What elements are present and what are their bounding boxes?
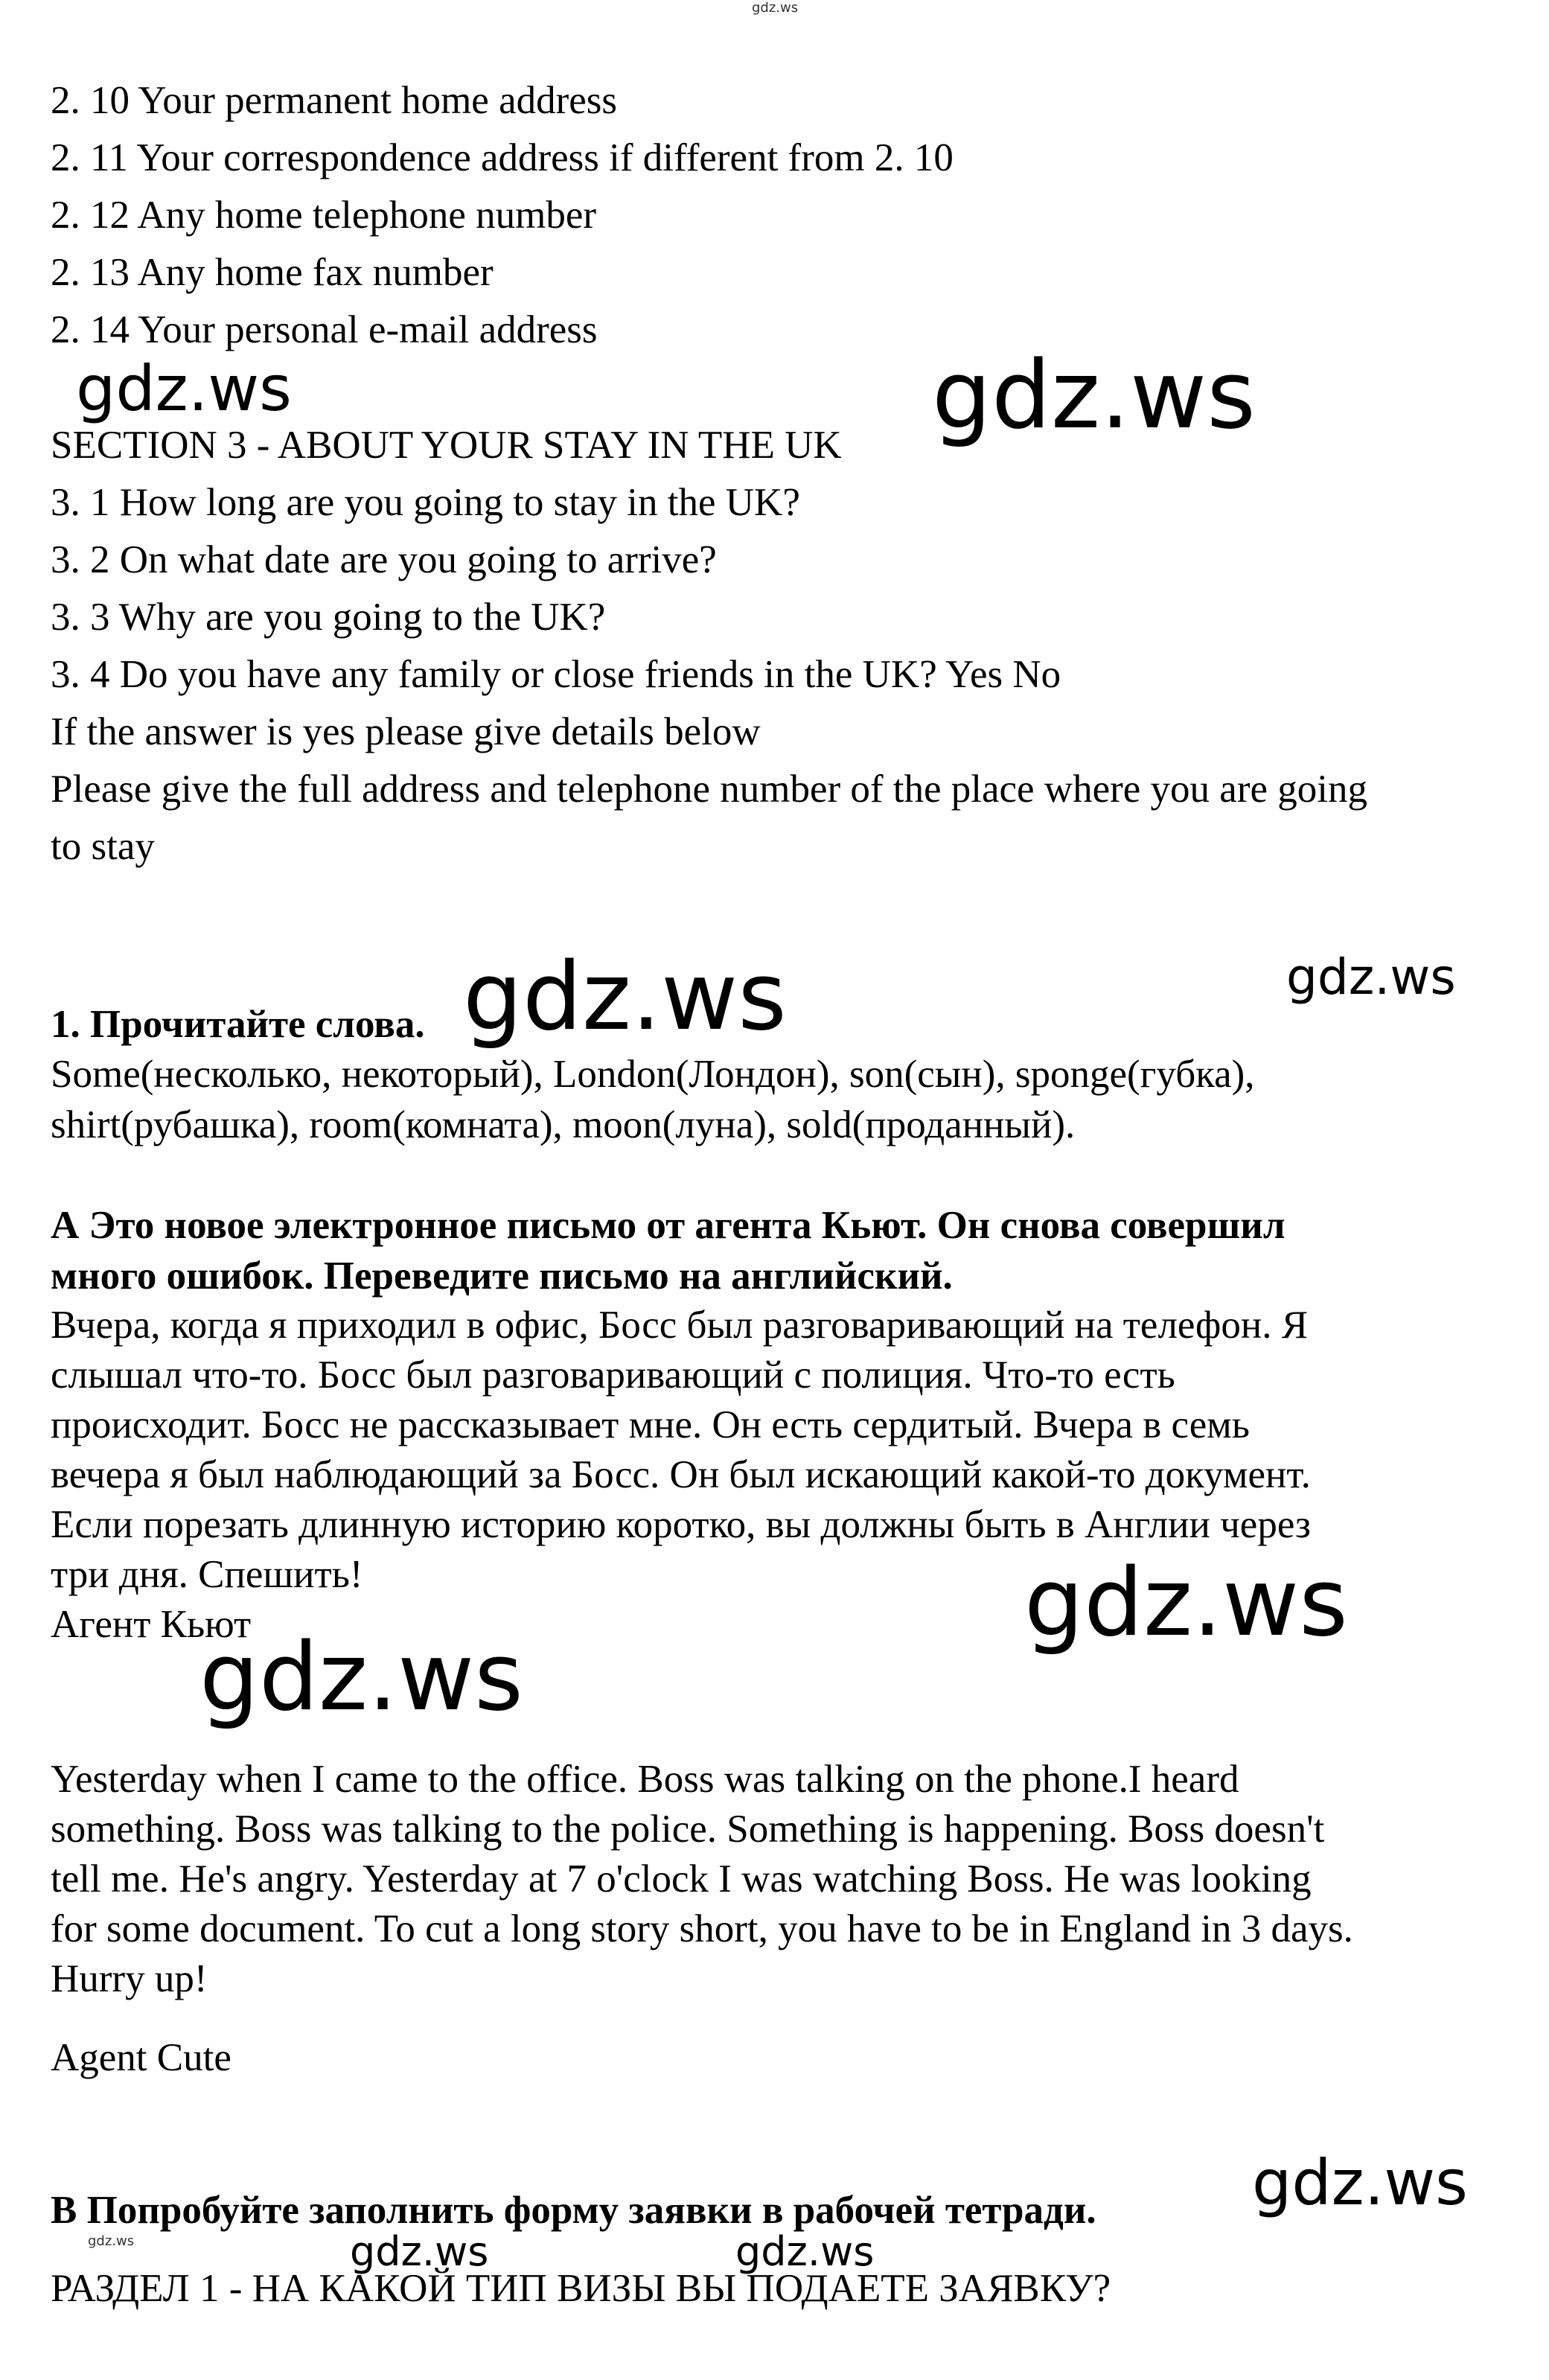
watermark: gdz.ws <box>1252 2146 1468 2219</box>
letter-ru-line: три дня. Спешить! <box>51 1553 363 1596</box>
form-item-2-12: 2. 12 Any home telephone number <box>51 194 597 237</box>
section3-address-line: to stay <box>51 825 155 868</box>
letter-en-line: something. Boss was talking to the police. Something is happening. Boss doesn't <box>51 1808 1325 1851</box>
form-item-2-13: 2. 13 Any home fax number <box>51 251 494 294</box>
watermark: gdz.ws <box>1024 1548 1348 1657</box>
letter-ru-line: Вчера, когда я приходил в офис, Босс был разговаривающий на телефон. Я <box>51 1304 1309 1347</box>
letter-ru-line: происходит. Босс не рассказывает мне. Он есть сердитый. Вчера в семь <box>51 1403 1250 1446</box>
letter-ru-signature: Агент Кьют <box>51 1603 252 1646</box>
letter-en-line: Yesterday when I came to the office. Boss was talking on the phone.I heard <box>51 1758 1239 1801</box>
form-item-2-14: 2. 14 Your personal e-mail address <box>51 308 598 351</box>
letter-en-line: for some document. To cut a long story short, you have to be in England in 3 days. <box>51 1907 1353 1950</box>
exercise-b-heading: В Попробуйте заполнить форму заявки в рабочей тетради. <box>51 2189 1096 2232</box>
exercise1-heading: 1. Прочитайте слова. <box>51 1003 425 1046</box>
question-3-4: 3. 4 Do you have any family or close friends in the UK? Yes No <box>51 653 1061 696</box>
section3-heading: SECTION 3 - ABOUT YOUR STAY IN THE UK <box>51 424 842 467</box>
letter-en-line: tell me. He's angry. Yesterday at 7 o'clock I was watching Boss. He was looking <box>51 1857 1312 1901</box>
letter-ru-line: слышал что-то. Босс был разговаривающий с полиция. Что-то есть <box>51 1353 1175 1397</box>
letter-ru-line: Если порезать длинную историю коротко, вы должны быть в Англии через <box>51 1503 1311 1546</box>
exercise1-words: Some(несколько, некоторый), London(Лондон), son(сын), sponge(губка), <box>51 1053 1255 1096</box>
exercise-a-heading: много ошибок. Переведите письмо на английский. <box>51 1254 953 1298</box>
question-3-2: 3. 2 On what date are you going to arrive? <box>51 538 717 581</box>
question-3-3: 3. 3 Why are you going to the UK? <box>51 596 606 639</box>
section3-note: If the answer is yes please give details below <box>51 710 761 753</box>
letter-en-line: Hurry up! <box>51 1957 208 2000</box>
watermark: gdz.ws <box>735 2228 875 2275</box>
letter-ru-line: вечера я был наблюдающий за Босс. Он был искающий какой-то документ. <box>51 1453 1311 1496</box>
watermark: gdz.ws <box>350 2228 489 2275</box>
form-item-2-11: 2. 11 Your correspondence address if different from 2. 10 <box>51 136 954 179</box>
watermark: gdz.ws <box>463 942 787 1051</box>
section3-address-line: Please give the full address and telephone number of the place where you are going <box>51 768 1367 811</box>
form-item-2-10: 2. 10 Your permanent home address <box>51 79 618 122</box>
watermark: gdz.ws <box>88 2233 135 2249</box>
section1-heading: РАЗДЕЛ 1 - НА КАКОЙ ТИП ВИЗЫ ВЫ ПОДАЕТЕ ЗАЯВКУ? <box>51 2267 1111 2310</box>
exercise1-words: shirt(рубашка), room(комната), moon(луна), sold(проданный). <box>51 1103 1076 1146</box>
question-3-1: 3. 1 How long are you going to stay in the UK? <box>51 481 800 524</box>
watermark: gdz.ws <box>752 0 799 16</box>
letter-en-signature: Agent Cute <box>51 2036 231 2079</box>
exercise-a-heading: А Это новое электронное письмо от агента Кьют. Он снова совершил <box>51 1204 1285 1247</box>
watermark: gdz.ws <box>199 1622 523 1732</box>
watermark: gdz.ws <box>1286 948 1456 1006</box>
watermark: gdz.ws <box>932 340 1256 450</box>
watermark: gdz.ws <box>76 352 292 425</box>
